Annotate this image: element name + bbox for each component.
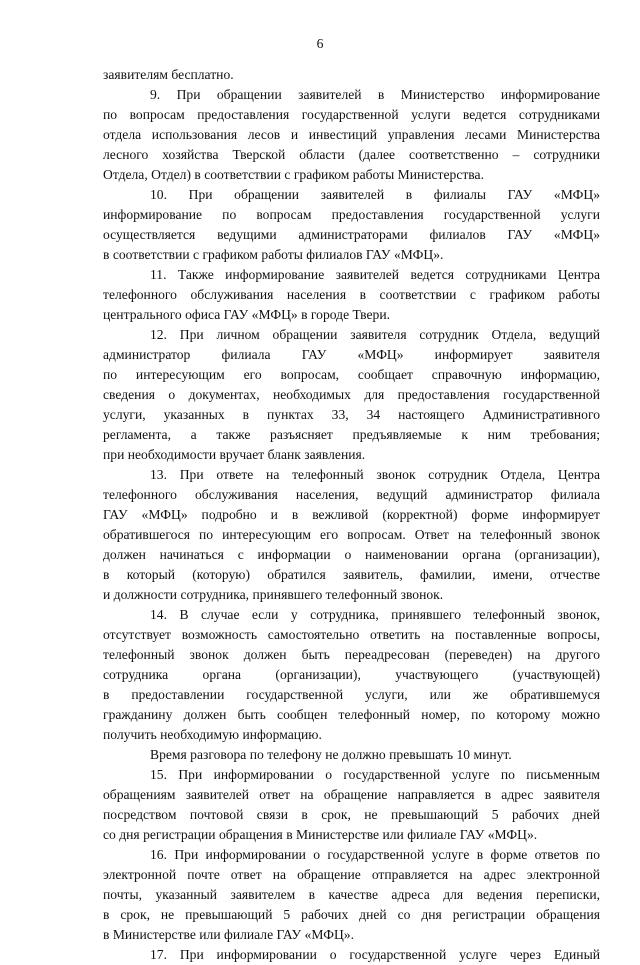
page-number: 6 — [316, 36, 324, 51]
text-line: в соответствии с графиком работы филиалов ГАУ «МФЦ». — [103, 247, 444, 262]
text-line: 9. При обращении заявителей в Министерство информирование — [150, 87, 600, 102]
text-line: 16. При информировании о государственной услуге в форме ответов по — [150, 847, 600, 862]
text-line: электронной почте ответ на обращение отправляется на адрес электронной — [103, 867, 600, 882]
text-line: сведения о документах, необходимых для предоставления государственной — [103, 387, 600, 402]
text-line: 10. При обращении заявителей в филиалы ГАУ «МФЦ» — [150, 187, 600, 202]
text-line: 17. При информировании о государственной услуге через Единый — [150, 947, 600, 962]
text-line: телефонный звонок должен быть переадресован (переведен) на другого — [103, 647, 600, 662]
text-line: услуги, указанных в пунктах 33, 34 настоящего Административного — [103, 407, 600, 422]
text-line: в который (которую) обратился заявитель, фамилии, имени, отчестве — [103, 567, 600, 582]
text-line: должен начинаться с информации о наименовании органа (организации), — [103, 547, 600, 562]
text-line: заявителям бесплатно. — [103, 67, 234, 82]
text-line: информирование по вопросам предоставления государственной услуги — [103, 207, 600, 222]
text-line: 11. Также информирование заявителей ведется сотрудниками Центра — [150, 267, 600, 282]
text-line: ГАУ «МФЦ» подробно и в вежливой (корректной) форме информирует — [103, 507, 600, 522]
text-line: осуществляется ведущими администраторами филиалов ГАУ «МФЦ» — [103, 227, 600, 242]
text-line: со дня регистрации обращения в Министерстве или филиале ГАУ «МФЦ». — [103, 827, 538, 842]
text-line: отсутствует возможность самостоятельно ответить на поставленные вопросы, — [103, 627, 600, 642]
text-line: телефонного обслуживания населения в соответствии с графиком работы — [103, 287, 600, 302]
text-line: Отдела, Отдел) в соответствии с графиком работы Министерства. — [103, 167, 484, 182]
text-line: посредством почтовой связи в срок, не превышающий 5 рабочих дней — [103, 807, 600, 822]
text-line: 13. При ответе на телефонный звонок сотрудник Отдела, Центра — [150, 467, 600, 482]
text-line: обратившегося по интересующим его вопросам. Ответ на телефонный звонок — [103, 527, 600, 542]
text-line: телефонного обслуживания населения, ведущий администратор филиала — [103, 487, 600, 502]
text-line: по интересующим его вопросам, сообщает справочную информацию, — [103, 367, 600, 382]
text-line: в предоставлении государственной услуги, или же обратившемуся — [103, 687, 600, 702]
text-line: гражданину должен быть сообщен телефонный номер, по которому можно — [103, 707, 600, 722]
text-line: и должности сотрудника, принявшего телефонный звонок. — [103, 587, 444, 602]
text-line: в срок, не превышающий 5 рабочих дней со дня регистрации обращения — [103, 907, 600, 922]
text-line: в Министерстве или филиале ГАУ «МФЦ». — [103, 927, 354, 942]
text-line: получить необходимую информацию. — [103, 727, 322, 742]
text-line: Время разговора по телефону не должно превышать 10 минут. — [150, 747, 512, 762]
text-line: лесного хозяйства Тверской области (далее соответственно – сотрудники — [103, 147, 600, 162]
text-line: отдела использования лесов и инвестиций управления лесами Министерства — [103, 127, 600, 142]
text-line: при необходимости вручает бланк заявления. — [103, 447, 366, 462]
text-line: сотрудника органа (организации), участвующего (участвующей) — [103, 667, 600, 682]
text-line: обращениям заявителей ответ на обращение направляется в адрес заявителя — [103, 787, 600, 802]
text-line: центрального офиса ГАУ «МФЦ» в городе Твери. — [103, 307, 390, 322]
text-line: почты, указанный заявителем в качестве адреса для ведения переписки, — [103, 887, 600, 902]
text-line: администратор филиала ГАУ «МФЦ» информирует заявителя — [103, 347, 600, 362]
text-line: 15. При информировании о государственной услуге по письменным — [150, 767, 600, 782]
text-line: по вопросам предоставления государственной услуги ведется сотрудниками — [103, 107, 600, 122]
text-line: регламента, а также разъясняет предъявляемые к ним требования; — [103, 427, 600, 442]
text-line: 12. При личном обращении заявителя сотрудник Отдела, ведущий — [150, 327, 600, 342]
text-line: 14. В случае если у сотрудника, принявшего телефонный звонок, — [150, 607, 600, 622]
